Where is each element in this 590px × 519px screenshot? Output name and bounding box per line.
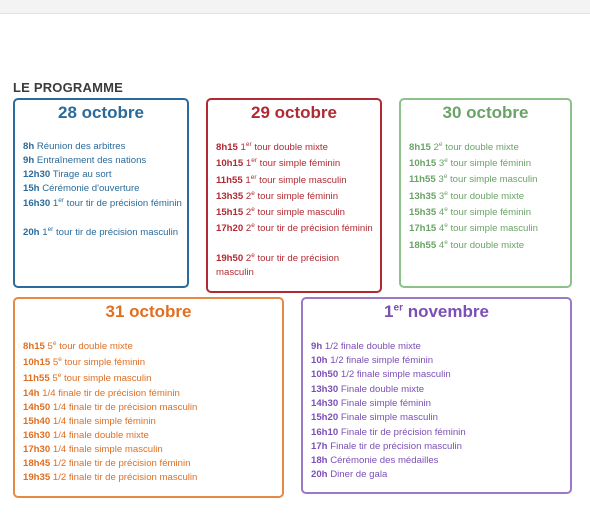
day-title: 30 octobre bbox=[442, 103, 529, 122]
event-item: 20h Diner de gala bbox=[311, 469, 388, 480]
event-item: 10h15 1er tour simple féminin bbox=[216, 156, 341, 169]
day-card-1er-novembre bbox=[301, 297, 572, 494]
day-card-30-octobre bbox=[399, 98, 572, 288]
event-item: 17h15 4e tour simple masculin bbox=[409, 221, 538, 234]
event-item: 11h55 1er tour simple masculin bbox=[216, 173, 347, 186]
event-item: 16h30 1/4 finale double mixte bbox=[23, 430, 149, 441]
event-item: 18h45 1/2 finale tir de précision féminin bbox=[23, 458, 191, 469]
event-item: 17h Finale tir de précision masculin bbox=[311, 441, 462, 452]
event-item: 15h35 4e tour simple féminin bbox=[409, 205, 532, 218]
day-card-31-octobre bbox=[13, 297, 284, 498]
event-item: 16h10 Finale tir de précision féminin bbox=[311, 427, 466, 438]
event-item: 15h Cérémonie d'ouverture bbox=[23, 183, 140, 194]
event-item: 10h 1/2 finale simple féminin bbox=[311, 355, 434, 366]
event-item: 15h15 2e tour simple masculin bbox=[216, 205, 345, 218]
event-item: 8h15 2e tour double mixte bbox=[409, 140, 519, 153]
day-card-29-octobre bbox=[206, 98, 382, 293]
top-bar bbox=[0, 0, 590, 14]
event-item: 14h 1/4 finale tir de précision féminin bbox=[23, 388, 180, 399]
event-item: 15h40 1/4 finale simple féminin bbox=[23, 416, 156, 427]
section-title: LE PROGRAMME bbox=[13, 80, 124, 95]
event-item: 19h50 2e tour tir de précision masculin bbox=[216, 251, 340, 278]
event-item: 13h35 3e tour double mixte bbox=[409, 189, 525, 202]
day-title: 29 octobre bbox=[251, 103, 337, 122]
day-title: 1er novembre bbox=[384, 302, 489, 321]
event-item: 13h30 Finale double mixte bbox=[311, 384, 425, 395]
event-item: 19h35 1/2 finale tir de précision masculin bbox=[23, 472, 198, 483]
event-item: 12h30 Tirage au sort bbox=[23, 169, 112, 180]
event-item: 15h20 Finale simple masculin bbox=[311, 412, 438, 423]
event-item: 11h55 5e tour simple masculin bbox=[23, 371, 152, 384]
day-title: 28 octobre bbox=[58, 103, 144, 122]
event-item: 16h30 1er tour tir de précision féminin bbox=[23, 196, 182, 209]
event-item: 11h55 3e tour simple masculin bbox=[409, 172, 538, 185]
event-item: 10h50 1/2 finale simple masculin bbox=[311, 369, 451, 380]
event-item: 17h30 1/4 finale simple masculin bbox=[23, 444, 163, 455]
day-title: 31 octobre bbox=[105, 302, 192, 321]
event-item: 13h35 2e tour simple féminin bbox=[216, 189, 339, 202]
event-item: 10h15 5e tour simple féminin bbox=[23, 355, 146, 368]
day-card-28-octobre bbox=[13, 98, 189, 288]
event-item: 8h Réunion des arbitres bbox=[23, 141, 126, 152]
event-item: 14h50 1/4 finale tir de précision masculin bbox=[23, 402, 198, 413]
event-item: 20h 1er tour tir de précision masculin bbox=[23, 225, 179, 238]
event-item: 17h20 2e tour tir de précision féminin bbox=[216, 221, 373, 234]
event-item: 14h30 Finale simple féminin bbox=[311, 398, 431, 409]
event-item: 8h15 1er tour double mixte bbox=[216, 140, 328, 153]
event-item: 18h Cérémonie des médailles bbox=[311, 455, 439, 466]
event-item: 9h Entraînement des nations bbox=[23, 155, 147, 166]
event-item: 8h15 5e tour double mixte bbox=[23, 339, 133, 352]
event-item: 9h 1/2 finale double mixte bbox=[311, 341, 421, 352]
event-item: 18h55 4e tour double mixte bbox=[409, 238, 525, 251]
event-item: 10h15 3e tour simple féminin bbox=[409, 156, 532, 169]
